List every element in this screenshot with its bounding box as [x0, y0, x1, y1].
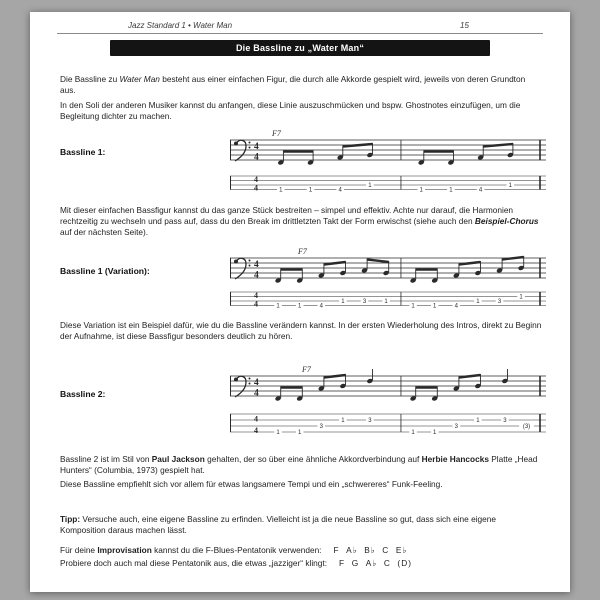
- paragraph-tempi: [60, 479, 542, 490]
- svg-text:F7: F7: [302, 365, 311, 374]
- svg-text:1: 1: [476, 299, 480, 306]
- bassline2-notation: [230, 364, 546, 450]
- svg-text:3: 3: [368, 418, 372, 425]
- text-segment: Versuche auch, eine eigene Bassline zu erfinden. Vielleicht ist ja die neue Bassline so gut, dass sich eine eigene Komposition daraus machen lässt.: [60, 514, 497, 535]
- running-header: Jazz Standard 1 • Water Man: [128, 21, 233, 30]
- text-segment: auf der nächsten Seite).: [60, 227, 149, 237]
- svg-text:1: 1: [276, 303, 280, 310]
- text-segment: Diese Variation ist ein Beispiel dafür, wie du die Bassline verändern kannst. In der ersten Wiederholung des Intros, direkt zu Beginn der Aufnahme, ist diese Bassfigur besonders deutlich zu hören.: [60, 320, 542, 341]
- paragraph-soli: [60, 100, 542, 122]
- svg-text:1: 1: [298, 303, 302, 310]
- bassline1-notation: [230, 124, 546, 202]
- paragraph-variation: [60, 320, 542, 342]
- svg-text:1: 1: [519, 294, 523, 301]
- text-segment: Beispiel-Chorus: [474, 216, 539, 226]
- svg-text:3: 3: [362, 299, 367, 306]
- svg-text:1: 1: [308, 187, 313, 194]
- svg-text:4: 4: [254, 299, 258, 309]
- svg-text:4: 4: [254, 270, 259, 281]
- svg-text:4: 4: [319, 303, 323, 310]
- svg-text:4: 4: [454, 303, 458, 310]
- svg-text:4: 4: [254, 388, 259, 399]
- paragraph-tip: [60, 514, 542, 536]
- text-segment: Paul Jackson: [151, 454, 205, 464]
- svg-text:3: 3: [497, 299, 502, 306]
- text-segment: Herbie Hancocks: [421, 454, 489, 464]
- text-segment: F G A♭ C (D): [339, 558, 412, 568]
- svg-text:F7: F7: [298, 247, 307, 256]
- text-segment: Mit dieser einfachen Bassfigur kannst du das ganze Stück bestreiten – simpel und effektiv. Achte nur darauf, die Harmonien rechtzeitig zu wechseln und pass auf, dass du den Break im drittletzten Takt der Form erwischst (siehe auch den: [60, 205, 514, 226]
- svg-text:1: 1: [476, 418, 480, 425]
- svg-text:1: 1: [341, 418, 345, 425]
- bassline2-label: Bassline 2:: [60, 389, 106, 399]
- text-segment: besteht aus einer einfachen Figur, die durch alle Akkorde gespielt wird, jeweils von deren Grundton aus.: [60, 74, 526, 95]
- svg-text:4: 4: [254, 414, 258, 424]
- svg-text:1: 1: [508, 183, 512, 190]
- variation-label: Bassline 1 (Variation):: [60, 266, 150, 276]
- svg-text:F7: F7: [272, 129, 281, 138]
- svg-text:(3): (3): [522, 424, 531, 431]
- text-segment: Bassline 2 ist im Stil von: [60, 454, 152, 464]
- text-segment: Die Bassline zu: [60, 74, 120, 84]
- paragraph-improvisation: [60, 545, 542, 556]
- svg-text:4: 4: [338, 187, 342, 194]
- page-number: 15: [460, 21, 469, 30]
- svg-text:4: 4: [254, 183, 258, 193]
- text-segment: Platte „Head Hunters“ (Columbia, 1973) gespielt hat.: [60, 454, 538, 475]
- svg-text:1: 1: [368, 183, 372, 190]
- text-segment: In den Soli der anderen Musiker kannst du anfangen, diese Linie auszuschmücken und bspw. Ghostnotes einzufügen, um die Begleitung dichter zu machen.: [60, 100, 521, 121]
- text-segment: Für deine: [60, 545, 98, 555]
- svg-text:1: 1: [276, 430, 280, 437]
- text-segment: Probiere doch auch mal diese Pentatonik aus, die etwas „jazziger“ klingt:: [60, 558, 328, 568]
- text-segment: kannst du die F-Blues-Pentatonik verwenden:: [151, 545, 322, 555]
- svg-text:3: 3: [454, 424, 458, 431]
- header-rule: [57, 33, 543, 34]
- svg-text:1: 1: [433, 430, 437, 437]
- svg-text:4: 4: [478, 187, 483, 194]
- text-segment: Improvisation: [97, 545, 152, 555]
- svg-text:1: 1: [433, 303, 437, 310]
- paragraph-jackson: [60, 454, 542, 476]
- paragraph-intro: [60, 74, 542, 96]
- svg-text:1: 1: [341, 299, 345, 306]
- svg-text:4: 4: [254, 378, 259, 388]
- text-segment: gehalten, der so über eine ähnliche Akkordverbindung auf: [204, 454, 422, 464]
- svg-text:4: 4: [254, 260, 259, 270]
- paragraph-bassfigur: [60, 205, 542, 238]
- svg-text:4: 4: [254, 152, 259, 163]
- text-segment: Diese Bassline empfiehlt sich vor allem für etwas langsamere Tempi und ein „schwereres“ Funk-Feeling.: [60, 479, 443, 489]
- book-page: [30, 12, 570, 592]
- svg-text:1: 1: [411, 303, 415, 310]
- text-segment: Tipp:: [60, 514, 81, 524]
- svg-text:3: 3: [319, 424, 323, 431]
- variation-notation: [230, 244, 546, 316]
- svg-text:3: 3: [503, 418, 507, 425]
- text-segment: F A♭ B♭ C E♭: [333, 545, 408, 555]
- svg-text:1: 1: [419, 187, 423, 194]
- paragraph-jazzier: [60, 558, 542, 569]
- svg-text:4: 4: [254, 291, 258, 300]
- text-segment: Water Man: [119, 74, 160, 84]
- svg-text:1: 1: [384, 299, 388, 306]
- svg-text:1: 1: [279, 187, 283, 194]
- bassline1-label: Bassline 1:: [60, 147, 106, 157]
- svg-text:4: 4: [254, 142, 259, 152]
- svg-text:1: 1: [411, 430, 415, 437]
- svg-text:4: 4: [254, 175, 258, 184]
- svg-text:1: 1: [298, 430, 302, 437]
- svg-text:1: 1: [449, 187, 453, 194]
- section-title-bar: Die Bassline zu „Water Man“: [110, 40, 490, 56]
- svg-text:4: 4: [254, 426, 258, 435]
